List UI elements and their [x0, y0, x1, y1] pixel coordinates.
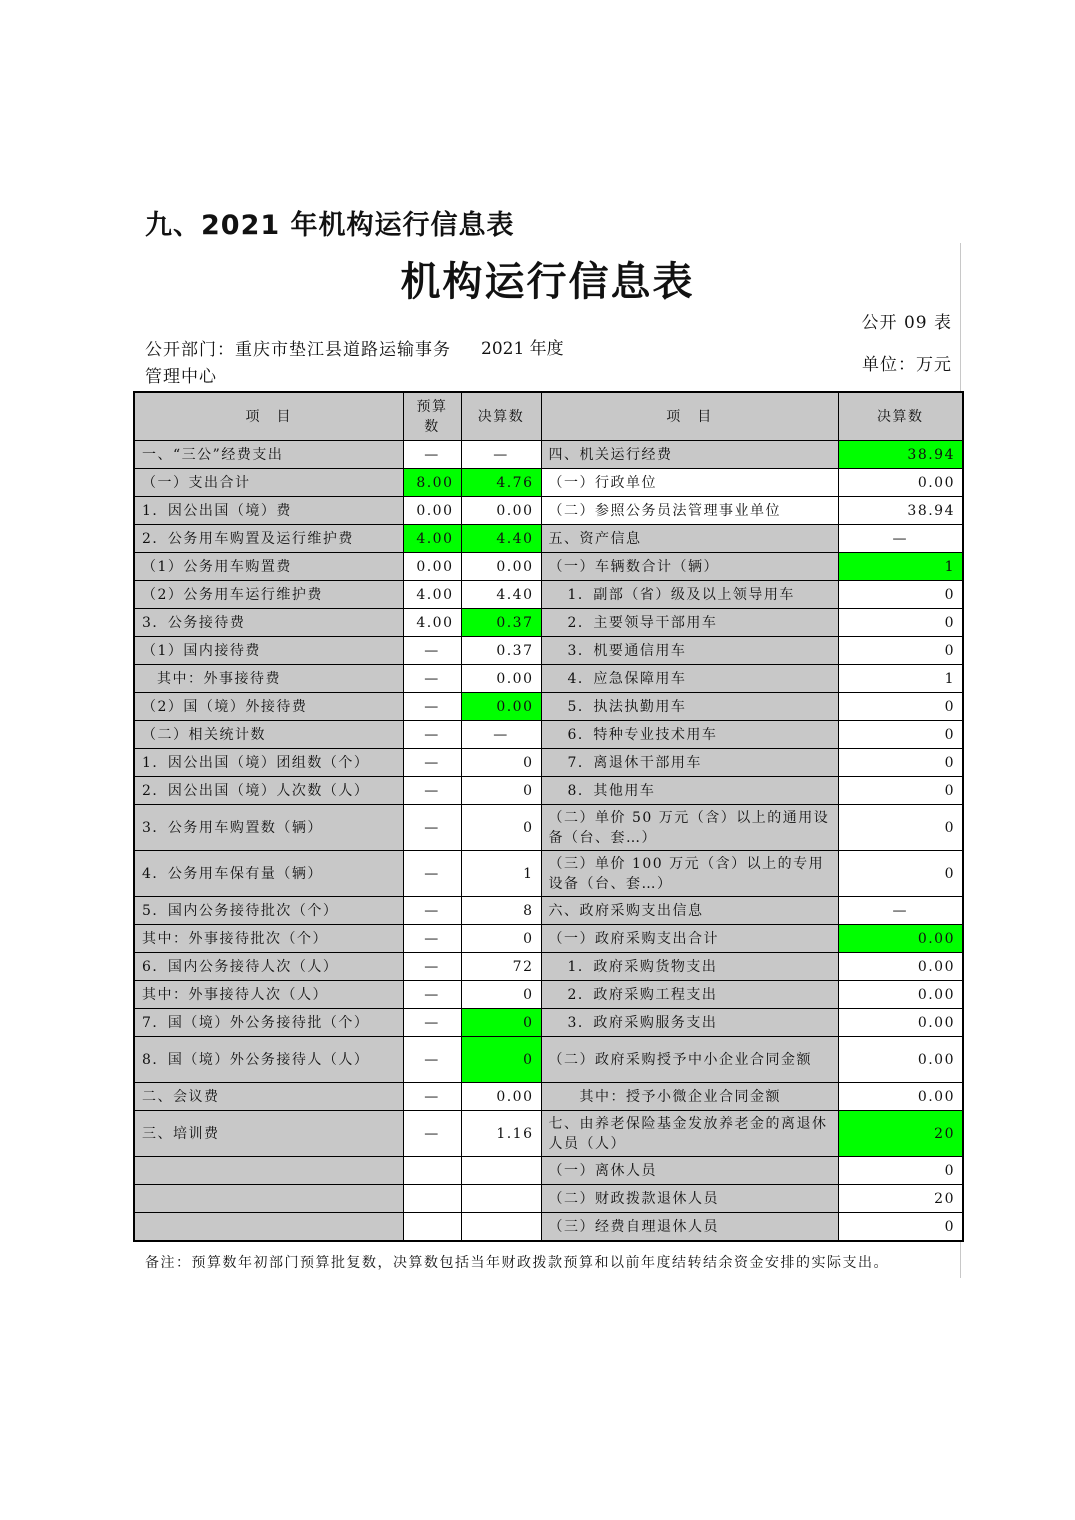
row-item-2: 5．执法执勤用车 — [541, 693, 838, 721]
row-budget: — — [403, 953, 461, 981]
row-item-2: （三）单价 100 万元（含）以上的专用设备（台、套…） — [541, 851, 838, 897]
year-label: 2021 年度 — [481, 339, 564, 359]
table-row — [134, 693, 963, 721]
row-item: 7．国（境）外公务接待批（个） — [134, 1009, 403, 1037]
table-row — [134, 581, 963, 609]
row-item-2: 3．政府采购服务支出 — [541, 1009, 838, 1037]
table-row — [134, 1083, 963, 1111]
row-item: 三、培训费 — [134, 1111, 403, 1157]
row-budget: — — [403, 721, 461, 749]
table-row — [134, 953, 963, 981]
row-actual-2: 0 — [838, 805, 963, 851]
table-row — [134, 777, 963, 805]
row-item: 一、“三公”经费支出 — [134, 441, 403, 469]
row-actual-2: 0 — [838, 851, 963, 897]
row-item: 2．因公出国（境）人次数（人） — [134, 777, 403, 805]
row-actual: 4.40 — [461, 525, 541, 553]
table-row — [134, 525, 963, 553]
row-budget: — — [403, 805, 461, 851]
row-budget: — — [403, 637, 461, 665]
row-actual: 0.37 — [461, 609, 541, 637]
table-row — [134, 1157, 963, 1185]
row-actual: 0 — [461, 805, 541, 851]
row-item: 3．公务接待费 — [134, 609, 403, 637]
row-item-2: 4．应急保障用车 — [541, 665, 838, 693]
row-budget: — — [403, 1037, 461, 1083]
row-budget: — — [403, 749, 461, 777]
row-actual-2: 1 — [838, 553, 963, 581]
row-budget: — — [403, 693, 461, 721]
row-budget: 4.00 — [403, 525, 461, 553]
row-item — [134, 1157, 403, 1185]
row-actual-2: 0.00 — [838, 981, 963, 1009]
row-item-2: 四、机关运行经费 — [541, 441, 838, 469]
row-item: 1．因公出国（境）团组数（个） — [134, 749, 403, 777]
row-actual-2: 38.94 — [838, 497, 963, 525]
row-item-2: 8．其他用车 — [541, 777, 838, 805]
row-budget: — — [403, 1083, 461, 1111]
row-item: 3．公务用车购置数（辆） — [134, 805, 403, 851]
table-row — [134, 665, 963, 693]
row-budget: — — [403, 665, 461, 693]
table-row — [134, 925, 963, 953]
row-item-2: （二）参照公务员法管理事业单位 — [541, 497, 838, 525]
row-item: 2．公务用车购置及运行维护费 — [134, 525, 403, 553]
row-item — [134, 1213, 403, 1242]
table-row — [134, 721, 963, 749]
row-actual-2: 20 — [838, 1111, 963, 1157]
row-actual-2: 0 — [838, 1213, 963, 1242]
table-row — [134, 441, 963, 469]
table-row — [134, 497, 963, 525]
row-actual-2: 1 — [838, 665, 963, 693]
table-row — [134, 1009, 963, 1037]
table-row — [134, 851, 963, 897]
row-actual-2: 20 — [838, 1185, 963, 1213]
row-item-2: 3．机要通信用车 — [541, 637, 838, 665]
row-actual: 0 — [461, 777, 541, 805]
row-actual-2: 0.00 — [838, 1083, 963, 1111]
row-actual-2: 0.00 — [838, 1037, 963, 1083]
row-actual — [461, 1185, 541, 1213]
row-item-2: 五、资产信息 — [541, 525, 838, 553]
header-row — [134, 392, 963, 441]
row-actual: 0.00 — [461, 665, 541, 693]
row-actual: 0.00 — [461, 497, 541, 525]
row-budget: 8.00 — [403, 469, 461, 497]
row-item: 其中：外事接待批次（个） — [134, 925, 403, 953]
row-item — [134, 1185, 403, 1213]
table-row — [134, 805, 963, 851]
table-row — [134, 1213, 963, 1242]
row-item: 4．公务用车保有量（辆） — [134, 851, 403, 897]
row-item-2: 其中：授予小微企业合同金额 — [541, 1083, 838, 1111]
header-item-2: 项 目 — [541, 392, 838, 441]
row-actual-2: — — [838, 897, 963, 925]
row-actual: — — [461, 441, 541, 469]
row-item: 5．国内公务接待批次（个） — [134, 897, 403, 925]
row-item-2: （二）单价 50 万元（含）以上的通用设备（台、套…） — [541, 805, 838, 851]
row-budget: — — [403, 851, 461, 897]
row-item-2: （二）财政拨款退休人员 — [541, 1185, 838, 1213]
row-item: 其中：外事接待人次（人） — [134, 981, 403, 1009]
row-budget: — — [403, 1009, 461, 1037]
row-item-2: 6．特种专业技术用车 — [541, 721, 838, 749]
row-budget: — — [403, 441, 461, 469]
header-actual: 决算数 — [461, 392, 541, 441]
row-actual-2: 0 — [838, 637, 963, 665]
row-actual: 8 — [461, 897, 541, 925]
row-budget: — — [403, 981, 461, 1009]
page-title: 机构运行信息表 — [400, 259, 695, 305]
table-row — [134, 637, 963, 665]
row-budget: — — [403, 1111, 461, 1157]
row-item-2: （三）经费自理退休人员 — [541, 1213, 838, 1242]
row-item-2: 2．主要领导干部用车 — [541, 609, 838, 637]
row-actual: 0.00 — [461, 693, 541, 721]
row-item: （一）支出合计 — [134, 469, 403, 497]
row-actual: 0 — [461, 749, 541, 777]
row-item-2: 7．离退休干部用车 — [541, 749, 838, 777]
table-row — [134, 1185, 963, 1213]
row-item-2: （一）行政单位 — [541, 469, 838, 497]
row-actual-2: 0.00 — [838, 925, 963, 953]
row-actual-2: 0.00 — [838, 469, 963, 497]
row-actual-2: — — [838, 525, 963, 553]
row-actual-2: 0.00 — [838, 1009, 963, 1037]
row-item-2: （二）政府采购授予中小企业合同金额 — [541, 1037, 838, 1083]
row-budget — [403, 1157, 461, 1185]
row-actual: 1.16 — [461, 1111, 541, 1157]
row-actual: 0 — [461, 925, 541, 953]
row-actual: 1 — [461, 851, 541, 897]
row-actual — [461, 1213, 541, 1242]
row-budget: 4.00 — [403, 609, 461, 637]
row-actual: 4.76 — [461, 469, 541, 497]
table-row — [134, 897, 963, 925]
row-item-2: 七、由养老保险基金发放养老金的离退休人员（人） — [541, 1111, 838, 1157]
row-actual: 0 — [461, 1009, 541, 1037]
table-number: 公开 09 表 — [861, 313, 952, 333]
row-item: 其中：外事接待费 — [134, 665, 403, 693]
row-item: （二）相关统计数 — [134, 721, 403, 749]
row-budget: — — [403, 777, 461, 805]
row-actual-2: 0 — [838, 693, 963, 721]
row-actual: 0.00 — [461, 1083, 541, 1111]
unit-label: 单位：万元 — [862, 355, 952, 375]
row-item-2: 1．政府采购货物支出 — [541, 953, 838, 981]
department-label: 公开部门：重庆市垫江县道路运输事务管理中心 — [145, 340, 451, 387]
row-actual: 0 — [461, 1037, 541, 1083]
table-row — [134, 553, 963, 581]
row-item: （1）公务用车购置费 — [134, 553, 403, 581]
row-actual-2: 0.00 — [838, 953, 963, 981]
row-item-2: 2．政府采购工程支出 — [541, 981, 838, 1009]
row-actual: — — [461, 721, 541, 749]
table-row — [134, 981, 963, 1009]
table-row — [134, 1037, 963, 1083]
row-item: 6．国内公务接待人次（人） — [134, 953, 403, 981]
row-budget: — — [403, 897, 461, 925]
row-actual: 72 — [461, 953, 541, 981]
row-item: （1）国内接待费 — [134, 637, 403, 665]
row-budget — [403, 1185, 461, 1213]
row-actual-2: 0 — [838, 609, 963, 637]
table-row — [134, 469, 963, 497]
row-actual — [461, 1157, 541, 1185]
row-actual-2: 0 — [838, 749, 963, 777]
row-item-2: 1．副部（省）级及以上领导用车 — [541, 581, 838, 609]
row-item: （2）国（境）外接待费 — [134, 693, 403, 721]
row-actual-2: 0 — [838, 581, 963, 609]
row-actual-2: 38.94 — [838, 441, 963, 469]
row-budget: 0.00 — [403, 497, 461, 525]
table-row — [134, 749, 963, 777]
header-item: 项 目 — [134, 392, 403, 441]
footnote: 备注：预算数年初部门预算批复数，决算数包括当年财政拨款预算和以前年度结转结余资金安排的实际支出。 — [145, 1255, 889, 1271]
section-title: 九、2021 年机构运行信息表 — [145, 210, 515, 241]
row-actual-2: 0 — [838, 777, 963, 805]
row-budget: 0.00 — [403, 553, 461, 581]
row-item: （2）公务用车运行维护费 — [134, 581, 403, 609]
row-actual: 0 — [461, 981, 541, 1009]
institution-operation-table — [133, 391, 964, 1242]
row-actual-2: 0 — [838, 1157, 963, 1185]
row-item-2: （一）车辆数合计（辆） — [541, 553, 838, 581]
header-budget: 预算数 — [403, 392, 461, 441]
row-budget: — — [403, 925, 461, 953]
row-actual-2: 0 — [838, 721, 963, 749]
row-item-2: （一）离休人员 — [541, 1157, 838, 1185]
row-actual: 0.00 — [461, 553, 541, 581]
row-actual: 4.40 — [461, 581, 541, 609]
row-item: 二、会议费 — [134, 1083, 403, 1111]
row-budget — [403, 1213, 461, 1242]
table-row — [134, 1111, 963, 1157]
row-item: 1．因公出国（境）费 — [134, 497, 403, 525]
header-actual-2: 决算数 — [838, 392, 963, 441]
row-budget: 4.00 — [403, 581, 461, 609]
table-row — [134, 609, 963, 637]
row-item: 8．国（境）外公务接待人（人） — [134, 1037, 403, 1083]
row-actual: 0.37 — [461, 637, 541, 665]
row-item-2: 六、政府采购支出信息 — [541, 897, 838, 925]
row-item-2: （一）政府采购支出合计 — [541, 925, 838, 953]
